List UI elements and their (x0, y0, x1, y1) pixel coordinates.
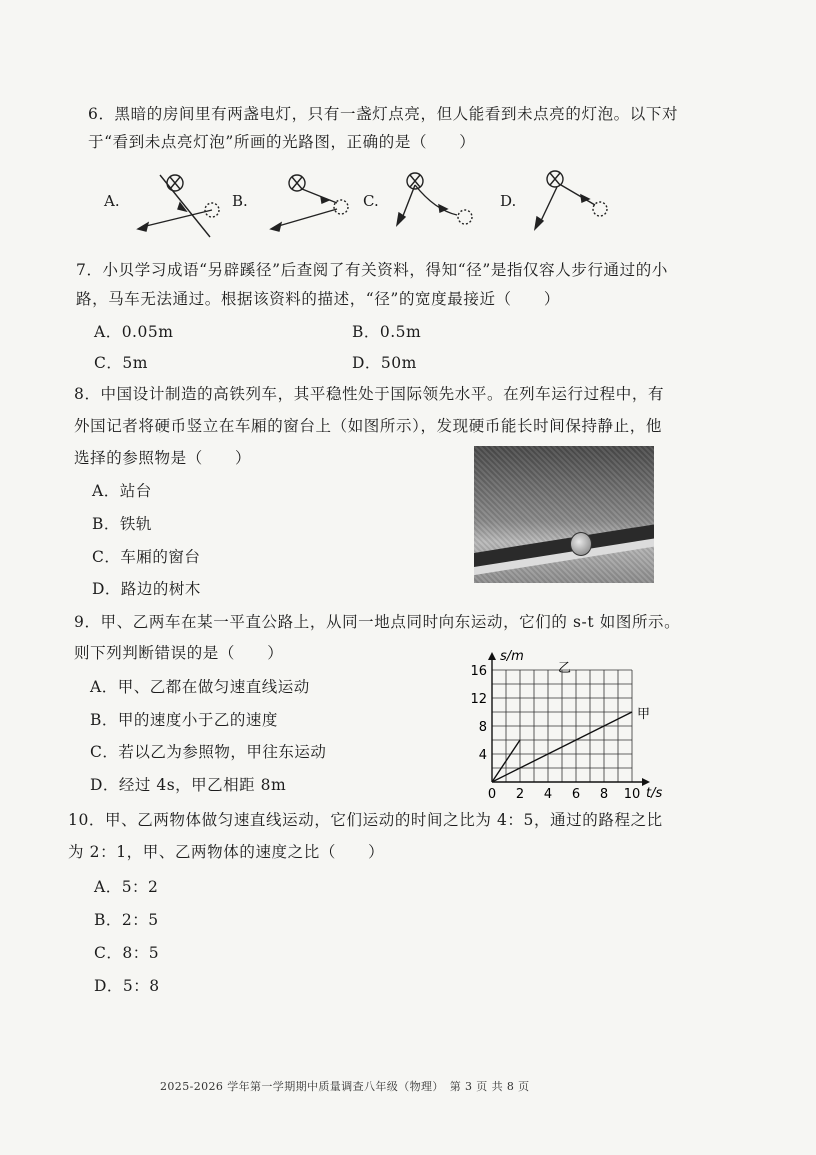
x-axis-arrow (642, 778, 650, 786)
q9-option-c: C．若以乙为参照物，甲往东运动 (90, 743, 327, 761)
q10-line-2: 为 2：1，甲、乙两物体的速度之比（ ） (68, 843, 385, 861)
x-tick-label: 2 (515, 787, 525, 802)
q8-option-d: D．路边的树木 (92, 580, 201, 598)
q8-line-2: 外国记者将硬币竖立在车厢的窗台上（如图所示），发现硬币能长时间保持静止，他 (74, 417, 662, 435)
q6-diagram-a (138, 175, 219, 237)
q6-option-b-label: B. (232, 192, 248, 210)
y-tick-label: 8 (478, 720, 487, 735)
q8-option-a: A．站台 (92, 482, 152, 500)
y-axis-label: s/m (500, 649, 524, 664)
q7-line-2: 路，马车无法通过。根据该资料的描述，“径”的宽度最接近（ ） (76, 290, 560, 308)
unlit-bulb-icon (593, 202, 607, 216)
q6-diagram-d (535, 171, 607, 229)
q6-line-1: 6．黑暗的房间里有两盏电灯，只有一盏灯点亮，但人能看到未点亮的灯泡。以下对 (88, 105, 679, 123)
st-graph (460, 640, 670, 805)
series-label-yi: 乙 (558, 661, 572, 676)
q7-option-c: C．5m (94, 354, 148, 372)
q6-option-a-label: A. (104, 192, 120, 210)
chart-grid (492, 670, 632, 782)
q6-option-c-label: C. (363, 192, 379, 210)
q9-line-2: 则下列判断错误的是（ ） (74, 644, 284, 662)
q8-option-c: C．车厢的窗台 (92, 548, 201, 566)
q9-option-a: A．甲、乙都在做匀速直线运动 (90, 678, 310, 696)
q6-line-2: 于“看到未点亮灯泡”所画的光路图，正确的是（ ） (88, 133, 476, 151)
q9-option-b: B．甲的速度小于乙的速度 (90, 711, 278, 729)
q10-option-d: D．5：8 (94, 977, 160, 995)
q8-option-b: B．铁轨 (92, 515, 152, 533)
q10-option-b: B．2：5 (94, 911, 159, 929)
x-tick-label: 10 (623, 787, 641, 802)
q8-line-1: 8．中国设计制造的高铁列车，其平稳性处于国际领先水平。在列车运行过程中，有 (74, 385, 665, 403)
q7-line-1: 7．小贝学习成语“另辟蹊径”后查阅了有关资料，得知“径”是指仅容人步行通过的小 (76, 261, 668, 279)
q9-line-1: 9．甲、乙两车在某一平直公路上，从同一地点同时向东运动，它们的 s-t 如图所示。 (74, 613, 681, 631)
coin-icon (570, 532, 592, 556)
x-tick-label: 8 (599, 787, 609, 802)
train-coin-photo (474, 446, 654, 583)
y-axis-arrow (488, 652, 496, 660)
x-tick-label: 6 (571, 787, 581, 802)
q6-option-d-label: D. (500, 192, 517, 210)
unlit-bulb-icon (458, 210, 472, 224)
y-tick-label: 16 (470, 664, 487, 679)
q6-diagram-c (397, 173, 472, 225)
q10-option-c: C．8：5 (94, 944, 160, 962)
y-tick-label: 12 (470, 692, 487, 707)
q10-option-a: A．5：2 (94, 878, 159, 896)
q7-option-b: B．0.5m (352, 323, 422, 341)
chart-series (492, 661, 650, 782)
q7-option-d: D．50m (352, 354, 417, 372)
series-label-jia: 甲 (637, 707, 651, 722)
q6-diagram-b (271, 175, 348, 231)
q9-option-d: D．经过 4s，甲乙相距 8m (90, 776, 287, 794)
q10-line-1: 10．甲、乙两物体做匀速直线运动，它们运动的时间之比为 4：5，通过的路程之比 (68, 811, 663, 829)
x-axis-label: t/s (646, 786, 663, 801)
x-tick-label: 0 (487, 787, 497, 802)
q6-ray-diagrams (120, 165, 640, 245)
x-tick-label: 4 (543, 787, 553, 802)
y-tick-label: 4 (478, 748, 487, 763)
page-footer: 2025-2026 学年第一学期期中质量调查八年级（物理） 第 3 页 共 8 页 (160, 1080, 530, 1093)
q7-option-a: A．0.05m (94, 323, 174, 341)
q8-line-3: 选择的参照物是（ ） (74, 449, 252, 467)
